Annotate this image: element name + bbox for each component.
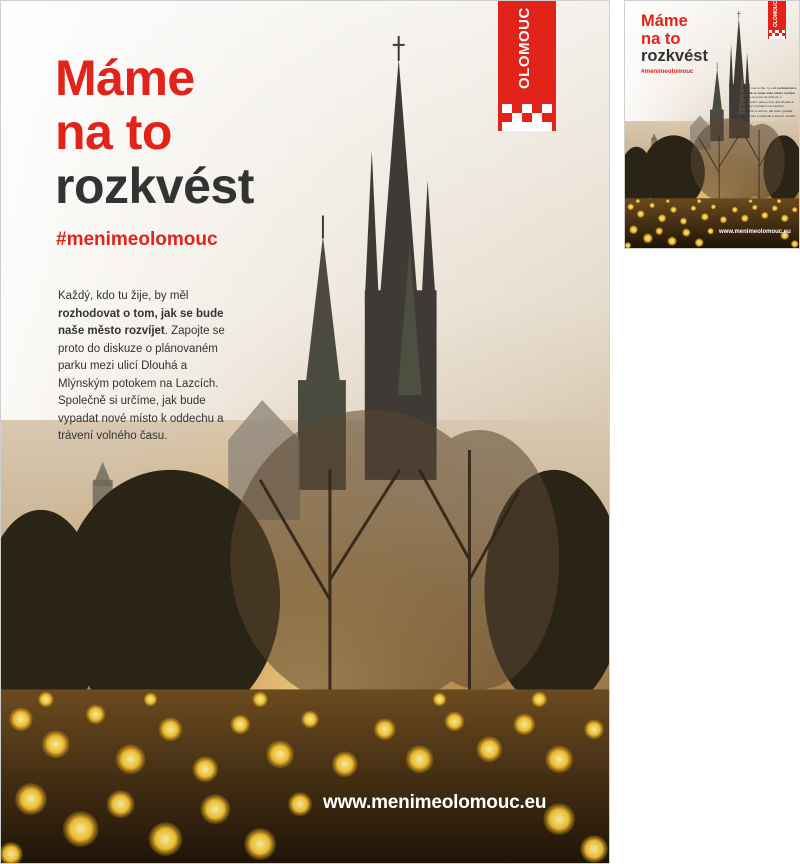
headline [641, 13, 708, 66]
headline-line1: Máme [55, 50, 195, 106]
headline-line2: na to [55, 104, 172, 160]
headline [55, 51, 254, 213]
headline-line3: rozkvést [641, 47, 708, 65]
logo-text: OLOMOUC [516, 7, 533, 89]
body-text: Každý, kdo tu žije, by měl rozhodovat o tom, jak se bude naše město rozvíjet. Zapojte se proto do diskuze o plánovaném parku mezi ulicí Dlouhá a Mlýnským potokem na Lazcích. Společně si určíme, jak bude vypadat nové místo k oddechu a trávení volného času. [741, 86, 797, 123]
olomouc-logo-icon [768, 1, 786, 39]
hashtag: #menimeolomouc [56, 229, 218, 250]
body-text: Každý, kdo tu žije, by měl rozhodovat o tom, jak se bude naše město rozvíjet. Zapojte se proto do diskuze o plánovaném parku mezi ulicí Dlouhá a Mlýnským potokem na Lazcích. Společně si určíme, jak bude vypadat nové místo k oddechu a trávení volného času. [58, 290, 225, 442]
website-url: www.menimeolomouc.eu [323, 792, 547, 813]
checker-pattern-icon [769, 30, 785, 39]
headline-line1: Máme [641, 12, 688, 30]
headline-line2: na to [641, 29, 681, 48]
hashtag: #menimeolomouc [641, 68, 694, 75]
logo-text: OLOMOUC [773, 0, 779, 27]
olomouc-logo-icon [498, 1, 556, 131]
headline-line3: rozkvést [55, 158, 254, 214]
website-url: www.menimeolomouc.eu [719, 229, 791, 235]
poster-thumbnail [624, 0, 800, 249]
checker-pattern-icon [502, 104, 552, 131]
